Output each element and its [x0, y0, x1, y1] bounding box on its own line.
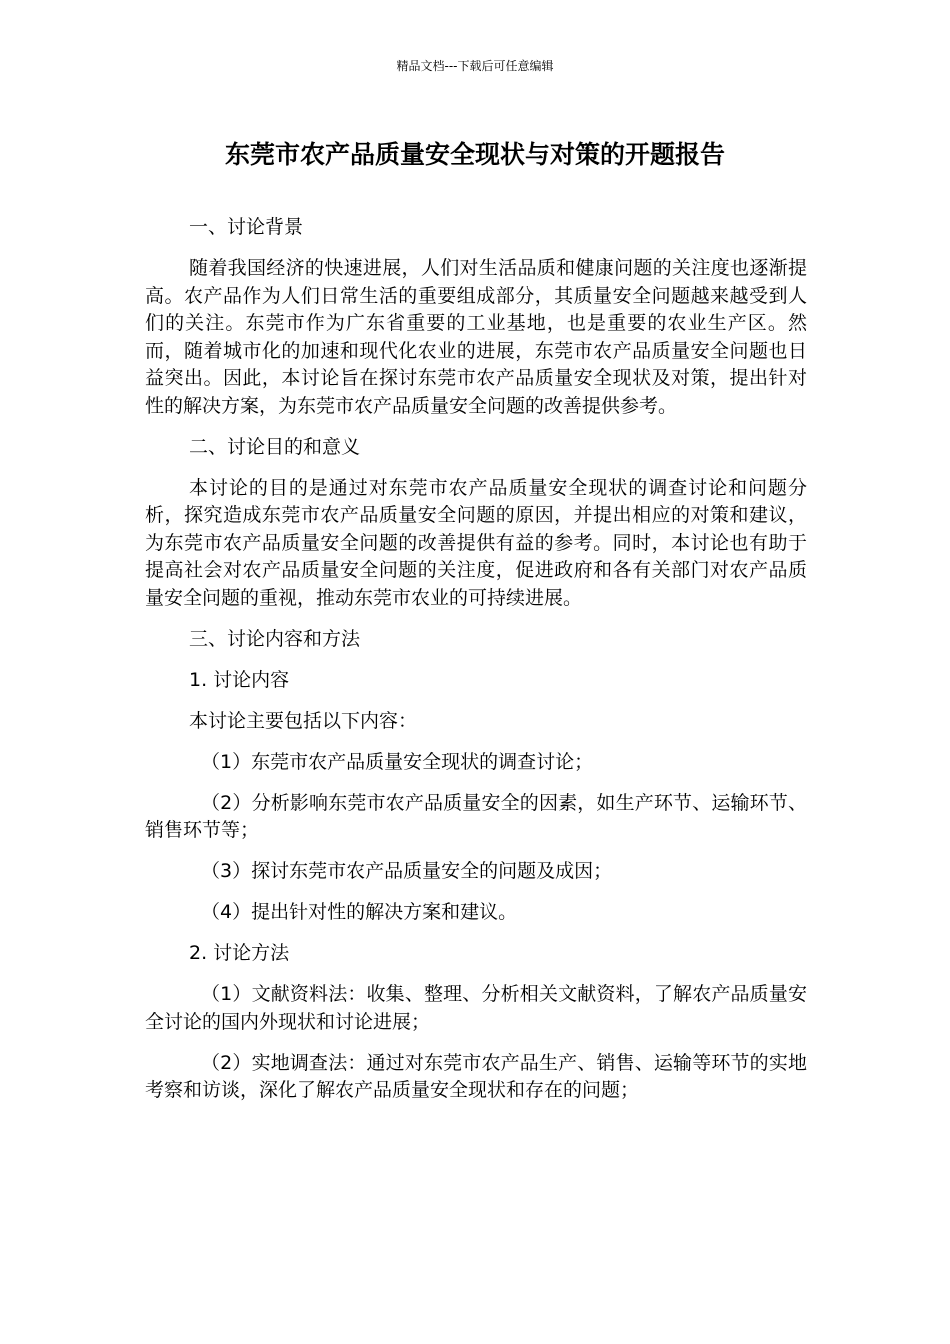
- document-title: 东莞市农产品质量安全现状与对策的开题报告: [224, 140, 725, 169]
- page-header: 精品文档---下载后可任意编辑: [396, 59, 554, 73]
- content-intro: 本讨论主要包括以下内容：: [189, 709, 418, 732]
- content-item: （4）提出针对性的解决方案和建议。: [201, 901, 518, 923]
- subheading-method: 2. 讨论方法: [189, 942, 290, 964]
- purpose-paragraph: 本讨论的目的是通过对东莞市农产品质量安全现状的调查讨论和问题分析，探究造成东莞市农产品质量安全问题的原因，并提出相应的对策和建议，为东莞市农产品质量安全问题的改善提供有益的参考。同时，本讨论也有助于提高社会对农产品质量安全问题的关注度，促进政府和各有关部门对农产品质量安全问题的重视，推动东莞市农业的可持续进展。: [145, 476, 807, 609]
- section-heading-content-method: 三、讨论内容和方法: [189, 627, 361, 650]
- document-body: [145, 214, 807, 1118]
- content-item: （3）探讨东莞市农产品质量安全的问题及成因；: [201, 860, 613, 882]
- section-heading-background: 一、讨论背景: [189, 216, 304, 238]
- section-heading-purpose: 二、讨论目的和意义: [189, 435, 361, 458]
- background-paragraph: 随着我国经济的快速进展，人们对生活品质和健康问题的关注度也逐渐提高。农产品作为人们日常生活的重要组成部分，其质量安全问题越来越受到人们的关注。东莞市作为广东省重要的工业基地，也是重要的农业生产区。然而，随着城市化的加速和现代化农业的进展，东莞市农产品质量安全问题也日益突出。因此，本讨论旨在探讨东莞市农产品质量安全现状及对策，提出针对性的解决方案，为东莞市农产品质量安全问题的改善提供参考。: [145, 257, 807, 417]
- content-item: （1）东莞市农产品质量安全现状的调查讨论；: [201, 750, 594, 773]
- method-item: （2）实地调查法：通过对东莞市农产品生产、销售、运输等环节的实地考察和访谈，深化了解农产品质量安全现状和存在的问题；: [145, 1051, 807, 1101]
- method-item: （1）文献资料法：收集、整理、分析相关文献资料，了解农产品质量安全讨论的国内外现状和讨论进展；: [145, 983, 807, 1033]
- content-item: （2）分析影响东莞市农产品质量安全的因素，如生产环节、运输环节、销售环节等；: [145, 791, 807, 841]
- subheading-content: 1. 讨论内容: [189, 668, 290, 691]
